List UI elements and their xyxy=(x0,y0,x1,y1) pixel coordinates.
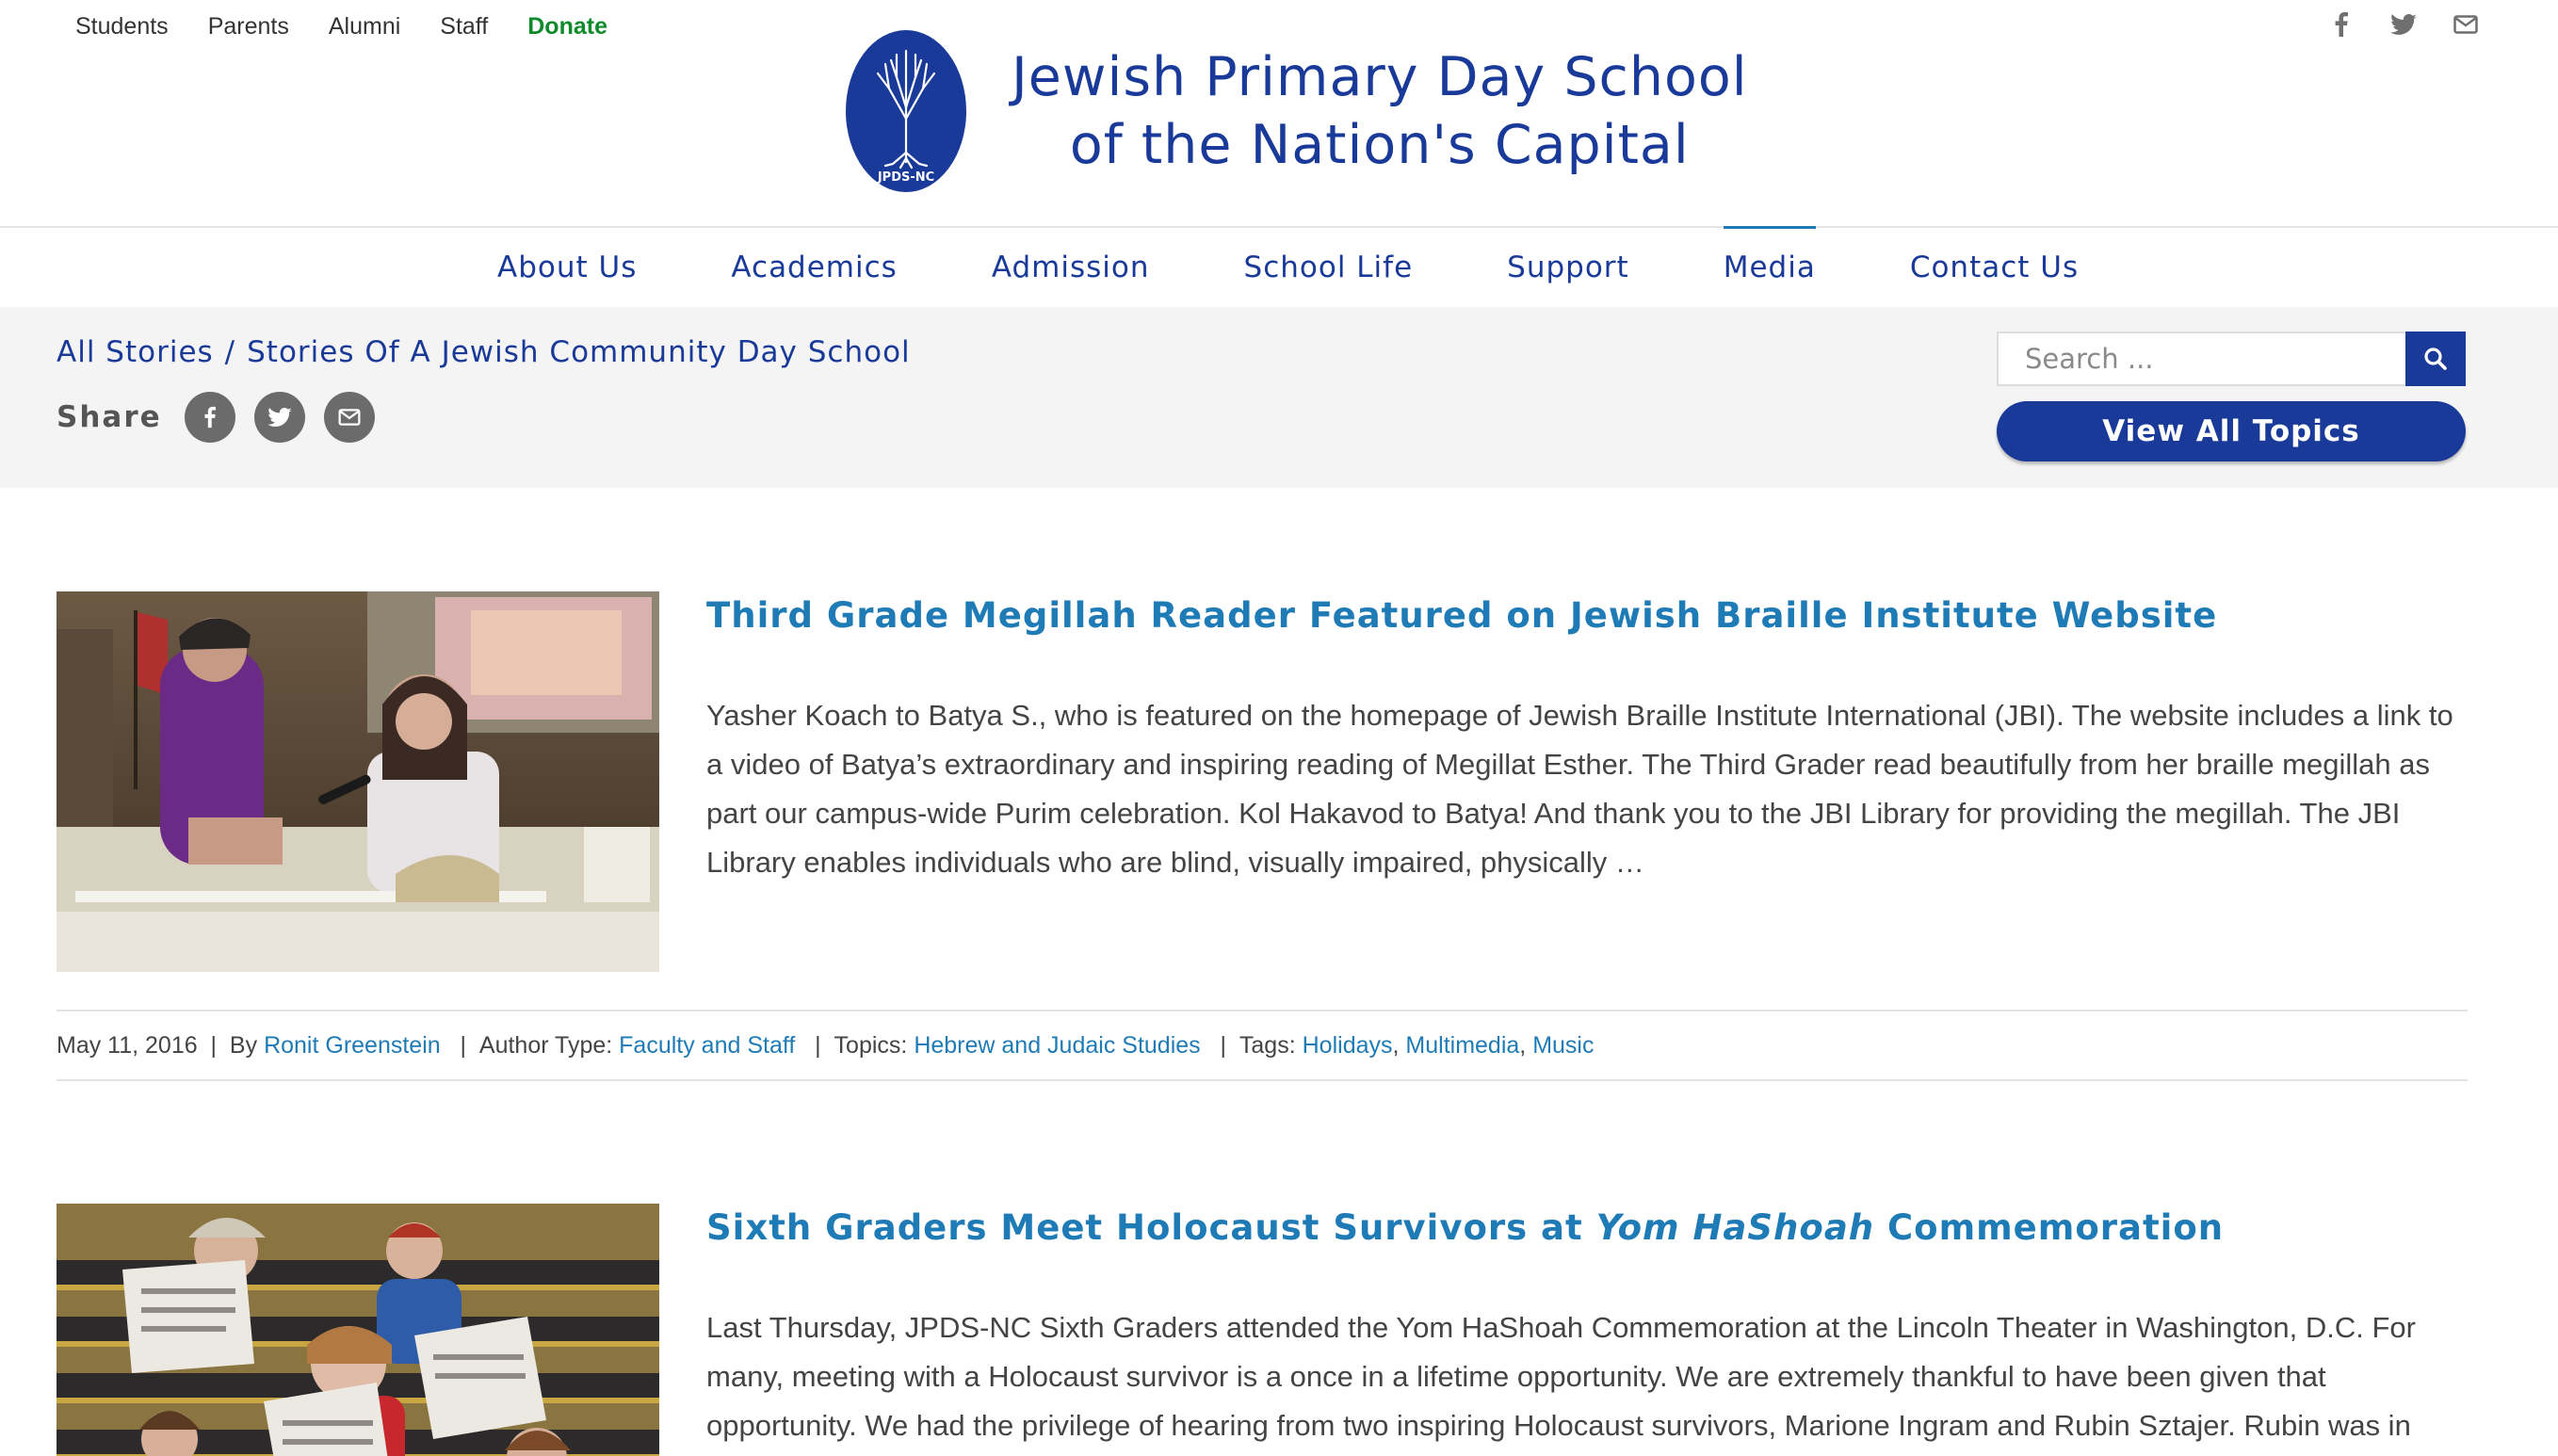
header-social-links xyxy=(2328,11,2479,38)
breadcrumb-separator: / xyxy=(224,335,236,369)
share-label: Share xyxy=(57,400,162,434)
story-tag-holidays[interactable]: Holidays xyxy=(1302,1031,1393,1059)
donate-link[interactable]: Donate xyxy=(527,13,607,40)
site-brand[interactable] xyxy=(844,28,1748,194)
share-facebook-icon[interactable] xyxy=(185,392,235,443)
nav-item-support[interactable]: Support xyxy=(1507,251,1629,284)
story-tag-multimedia[interactable]: Multimedia xyxy=(1405,1031,1520,1059)
school-logo xyxy=(844,28,968,194)
school-name-line1: Jewish Primary Day School xyxy=(1012,46,1748,108)
story-thumbnail[interactable] xyxy=(57,591,659,972)
breadcrumb-current[interactable]: Stories Of A Jewish Community Day School xyxy=(247,335,911,369)
nav-item-admission[interactable]: Admission xyxy=(991,251,1150,284)
story-thumbnail[interactable] xyxy=(57,1204,659,1456)
mail-icon[interactable] xyxy=(2453,11,2479,38)
story-title[interactable] xyxy=(706,1204,2458,1253)
twitter-icon[interactable] xyxy=(2390,11,2417,38)
facebook-icon[interactable] xyxy=(2328,11,2355,38)
site-header xyxy=(0,0,2558,226)
share-bar xyxy=(57,392,375,443)
nav-item-media[interactable]: Media xyxy=(1676,228,1863,307)
utility-link-parents[interactable]: Parents xyxy=(207,13,289,40)
school-name xyxy=(1012,43,1748,179)
search-form xyxy=(1997,332,2466,386)
nav-item-about-us[interactable]: About Us xyxy=(497,251,638,284)
search-icon xyxy=(2423,347,2448,371)
story-tag-music[interactable]: Music xyxy=(1532,1031,1595,1059)
utility-nav xyxy=(75,13,607,40)
view-all-topics-button[interactable]: View All Topics xyxy=(1997,401,2466,461)
story-title-part: Commemoration xyxy=(1874,1207,2225,1248)
utility-link-staff[interactable]: Staff xyxy=(440,13,489,40)
search-input[interactable] xyxy=(1997,332,2405,386)
story-author-type-link[interactable]: Faculty and Staff xyxy=(619,1031,796,1059)
share-twitter-icon[interactable] xyxy=(254,392,305,443)
story-excerpt: Last Thursday, JPDS-NC Sixth Graders attended the Yom HaShoah Commemoration at the Lincoln Theater in Washington, D.C. For many, meeting with a Holocaust survivor is a once in a lifetime opportunity. We are extremely thankful to have been given that opportunity. We had the privilege of hearing from two inspiring Holocaust survivors, Marione Ingram and Rubin Sztajer. Rubin was in xyxy=(706,1311,2416,1442)
svg-text:JPDS-NC: JPDS-NC xyxy=(877,170,935,185)
breadcrumb xyxy=(57,335,911,369)
story-excerpt: Yasher Koach to Batya S., who is featured on the homepage of Jewish Braille Institute International (JBI). The website includes a link to a video of Batya’s extraordinary and inspiring reading of Megillat Esther. The Third Grader read beautifully from her braille megillah as part our campus-wide Purim celebration. Kol Hakavod to Batya! And thank you to the JBI Library for providing the megillah. The JBI Library enables individuals who are blind, visually impaired, physically … xyxy=(706,699,2453,879)
story-author-type-label: Author Type: xyxy=(478,1031,613,1059)
story-date: May 11, 2016 xyxy=(57,1031,198,1059)
story-tags-label: Tags: xyxy=(1239,1031,1296,1059)
search-button[interactable] xyxy=(2405,332,2466,386)
page-title-bar xyxy=(0,307,2558,488)
utility-link-students[interactable]: Students xyxy=(75,13,169,40)
story-author-link[interactable]: Ronit Greenstein xyxy=(264,1031,441,1059)
nav-item-academics[interactable]: Academics xyxy=(731,251,898,284)
breadcrumb-all-stories[interactable]: All Stories xyxy=(57,335,214,369)
story-title-emphasis: Yom HaShoah xyxy=(1595,1207,1875,1248)
utility-link-alumni[interactable]: Alumni xyxy=(328,13,401,40)
nav-item-contact-us[interactable]: Contact Us xyxy=(1909,251,2080,284)
story-topic-link[interactable]: Hebrew and Judaic Studies xyxy=(914,1031,1201,1059)
story-topics-label: Topics: xyxy=(834,1031,908,1059)
story-title[interactable]: Third Grade Megillah Reader Featured on Jewish Braille Institute Website xyxy=(706,595,2218,636)
main-nav xyxy=(0,226,2558,307)
school-name-line2: of the Nation's Capital xyxy=(1069,114,1690,176)
story-title-part: Sixth Graders Meet Holocaust Survivors at xyxy=(706,1207,1596,1248)
story-by-label: By xyxy=(229,1031,258,1059)
story-meta: May 11, 2016 | By Ronit Greenstein | Author Type: Faculty and Staff | Topics: Hebrew and Judaic Studies | Tags: Holidays , Multimedia , Music xyxy=(57,1010,2468,1081)
nav-item-school-life[interactable]: School Life xyxy=(1243,251,1414,284)
share-mail-icon[interactable] xyxy=(324,392,375,443)
